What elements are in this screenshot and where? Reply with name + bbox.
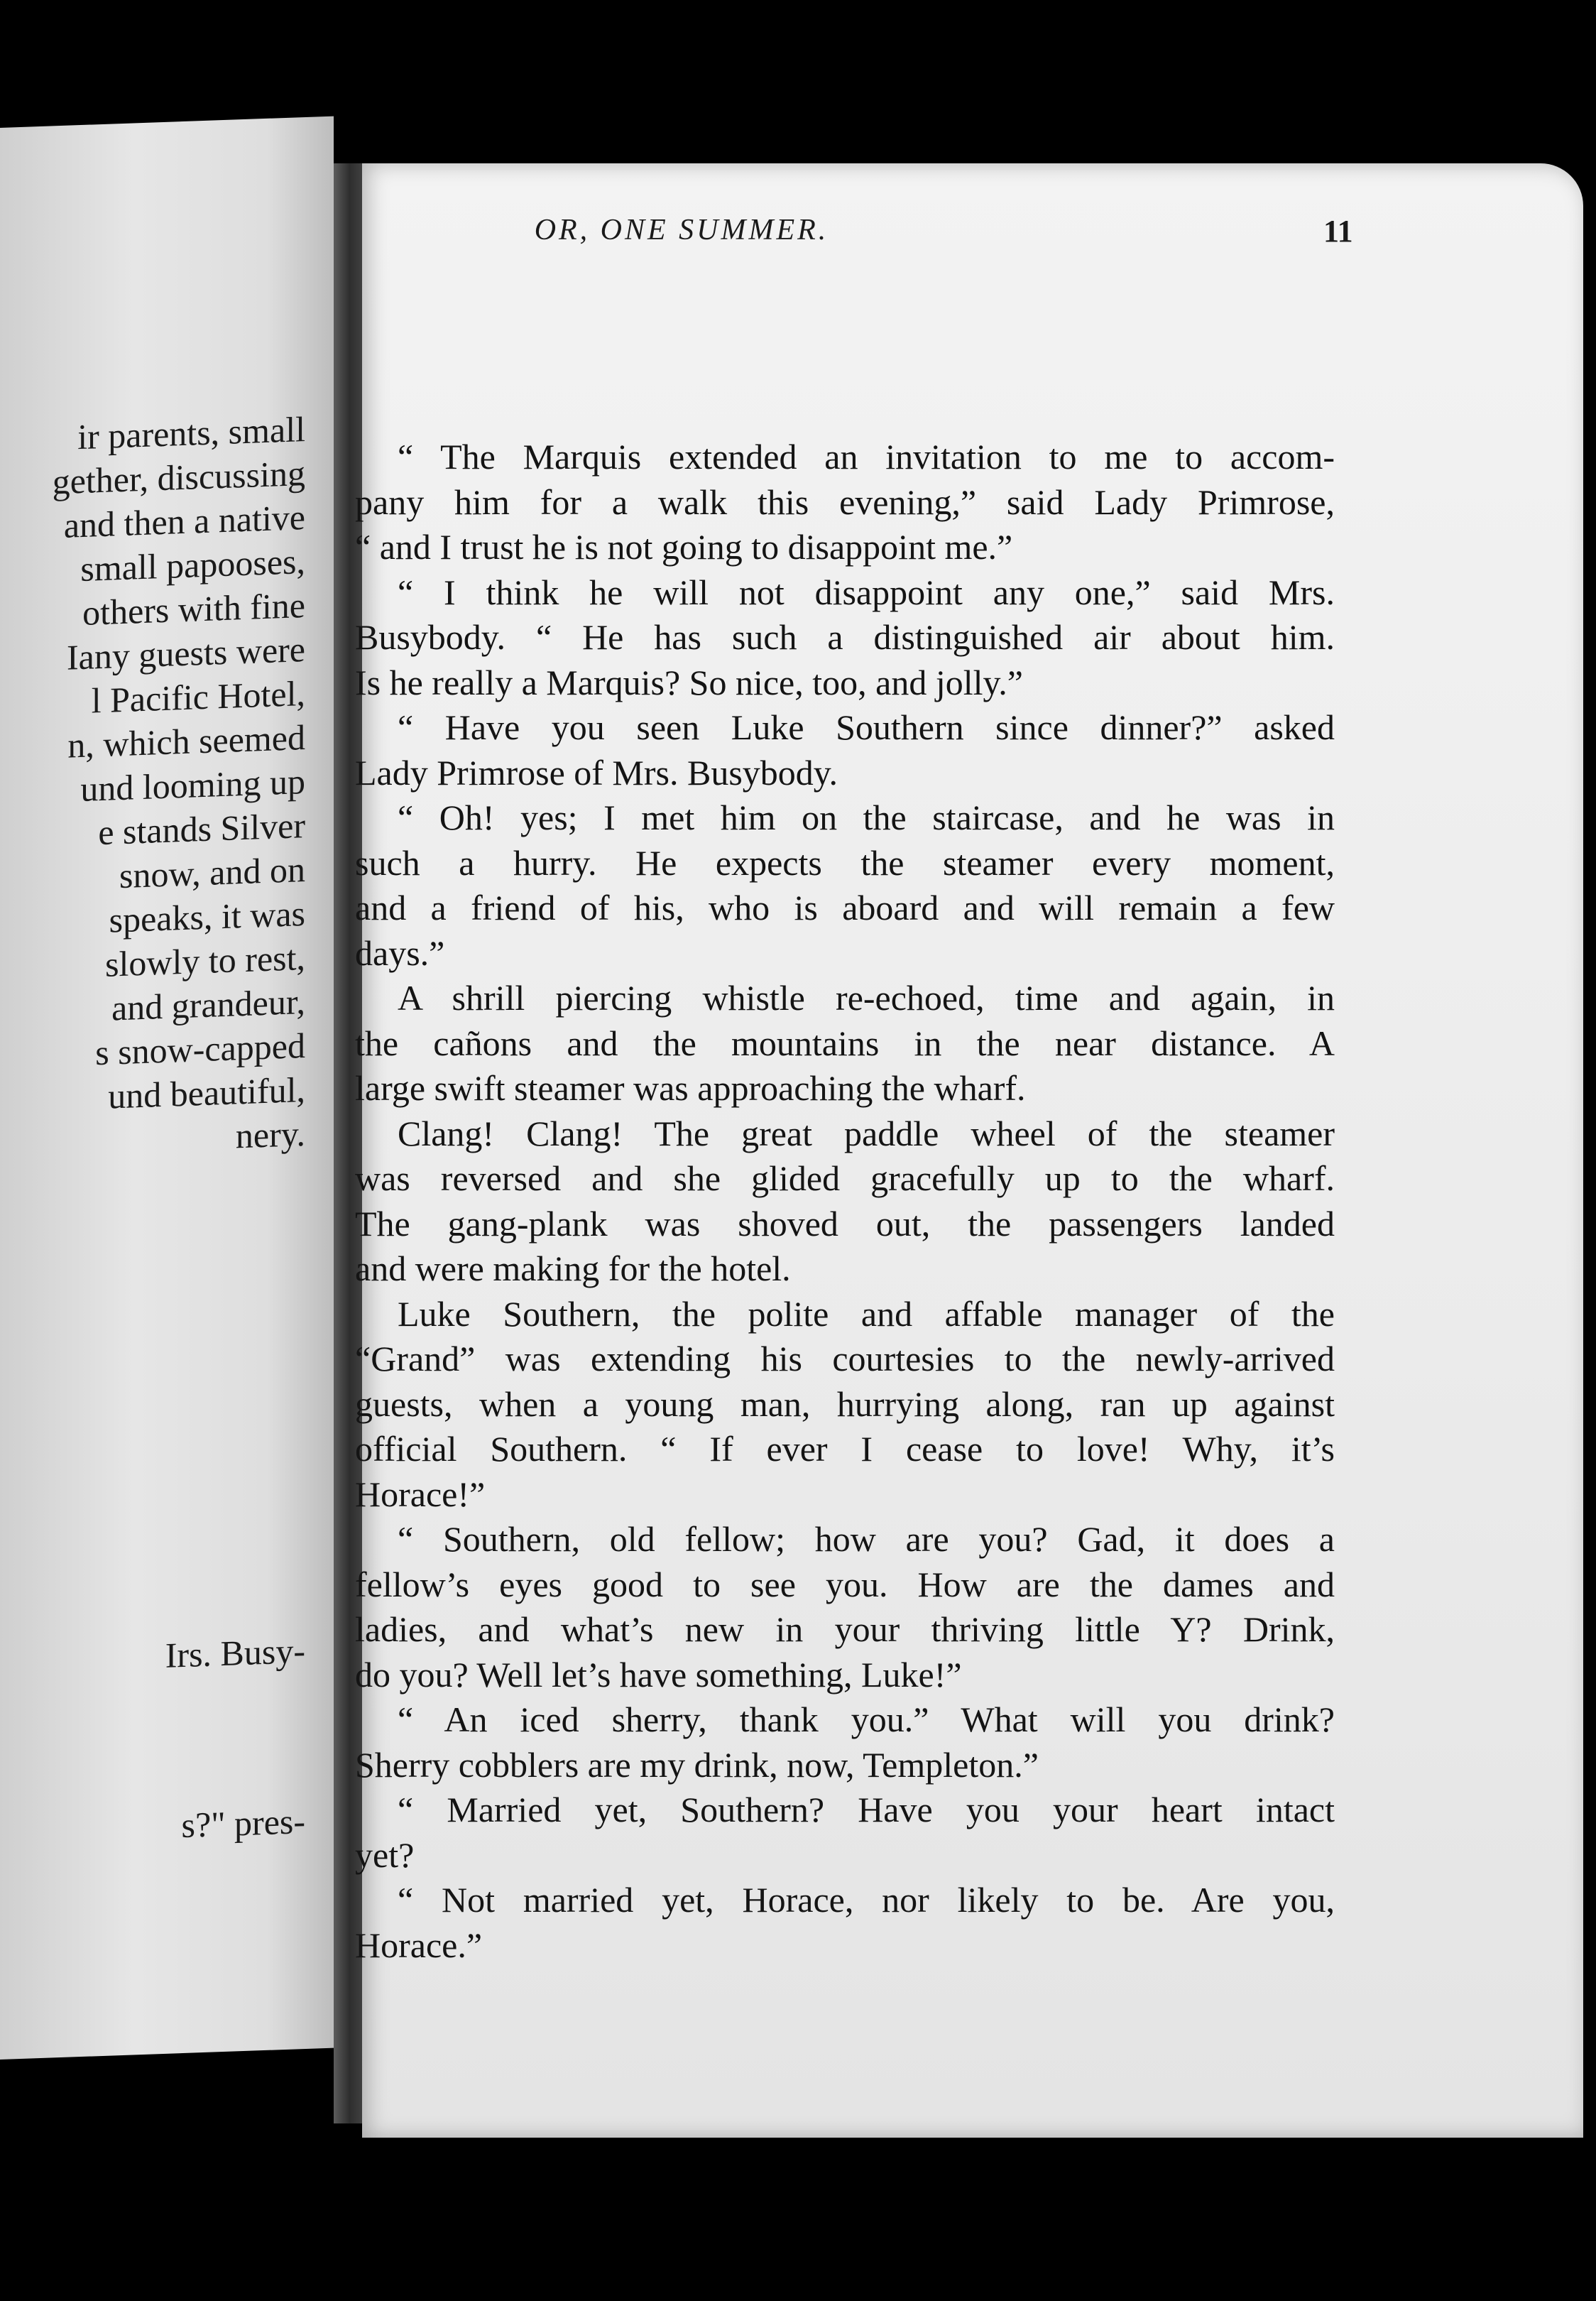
text-line: and were making for the hotel.: [355, 1249, 791, 1288]
text-line: was reversed and she glided gracefully up to the wharf.: [355, 1158, 1335, 1198]
text-line: the cañons and the mountains in the near distance. A: [355, 1023, 1335, 1063]
left-page-line: s?" pres-: [181, 1800, 305, 1846]
text-line: ladies, and what’s new in your thriving little Y? Drink,: [355, 1609, 1335, 1649]
text-line: “ Married yet, Southern? Have you your heart intact: [398, 1790, 1335, 1829]
text-line: such a hurry. He expects the steamer every moment,: [355, 842, 1335, 883]
page-body: [355, 435, 1335, 1968]
left-page-line: slowly to rest,: [105, 937, 305, 984]
left-page-line: ir parents, small: [77, 408, 305, 457]
text-line: “Grand” was extending his courtesies to the newly-arrived: [355, 1339, 1335, 1378]
text-line: official Southern. “ If ever I cease to love! Why, it’s: [355, 1429, 1335, 1469]
left-page-line: e stands Silver: [98, 805, 305, 853]
left-page-line: s snow-capped: [95, 1025, 305, 1073]
text-line: do you? Well let’s have something, Luke!”: [355, 1654, 962, 1695]
left-page-line: nery.: [235, 1113, 305, 1156]
left-page-line: snow, and on: [119, 849, 305, 896]
text-line: and a friend of his, who is aboard and will remain a few: [355, 888, 1335, 928]
text-line: “ Southern, old fellow; how are you? Gad, it does a: [398, 1519, 1335, 1559]
text-line: “ Not married yet, Horace, nor likely to be. Are you,: [398, 1880, 1335, 1920]
page-number: 11: [1323, 214, 1353, 249]
left-page-line: und looming up: [80, 761, 305, 810]
text-line: Busybody. “ He has such a distinguished air about him.: [355, 617, 1335, 657]
left-page-line: n, which seemed: [67, 717, 305, 766]
text-line: “ and I trust he is not going to disappoint me.”: [355, 527, 1013, 567]
text-line: “ I think he will not disappoint any one,” said Mrs.: [398, 572, 1335, 612]
text-line: A shrill piercing whistle re-echoed, time and again, in: [398, 978, 1335, 1018]
text-line: yet?: [355, 1834, 415, 1875]
text-line: The gang-plank was shoved out, the passengers landed: [355, 1203, 1335, 1244]
text-line: guests, when a young man, hurrying along, ran up against: [355, 1383, 1335, 1424]
text-line: fellow’s eyes good to see you. How are the dames and: [355, 1564, 1335, 1604]
text-line: “ Have you seen Luke Southern since dinner?” asked: [398, 707, 1335, 747]
text-line: Sherry cobblers are my drink, now, Templeton.”: [355, 1744, 1039, 1785]
left-page-line: Irs. Busy-: [165, 1630, 305, 1675]
text-line: “ The Marquis extended an invitation to me to accom-: [398, 437, 1335, 477]
text-line: Clang! Clang! The great paddle wheel of the steamer: [398, 1113, 1335, 1153]
text-line: Horace!”: [355, 1474, 486, 1514]
running-head: OR, ONE SUMMER.: [534, 214, 829, 246]
left-page-line: l Pacific Hotel,: [91, 673, 305, 721]
text-line: Horace.”: [355, 1925, 483, 1965]
text-line: Luke Southern, the polite and affable manager of the: [398, 1293, 1335, 1334]
left-page-line: gether, discussing: [52, 452, 305, 502]
text-line: Lady Primrose of Mrs. Busybody.: [355, 752, 838, 793]
left-page: [0, 116, 334, 2060]
left-page-line: others with fine: [82, 584, 305, 633]
text-line: “ An iced sherry, thank you.” What will you drink?: [398, 1699, 1335, 1739]
left-page-line: and grandeur,: [111, 981, 305, 1028]
text-line: Is he really a Marquis? So nice, too, and jolly.”: [355, 662, 1023, 702]
left-page-line: and then a native: [63, 496, 305, 545]
text-line: days.”: [355, 932, 445, 973]
left-page-line: speaks, it was: [109, 893, 305, 940]
text-line: “ Oh! yes; I met him on the staircase, and he was in: [398, 798, 1335, 837]
text-line: large swift steamer was approaching the wharf.: [355, 1068, 1026, 1108]
text-line: pany him for a walk this evening,” said Lady Primrose,: [355, 482, 1335, 522]
left-page-line: Iany guests were: [67, 629, 305, 678]
left-page-line: small papooses,: [80, 540, 305, 589]
left-page-line: und beautiful,: [108, 1069, 305, 1116]
